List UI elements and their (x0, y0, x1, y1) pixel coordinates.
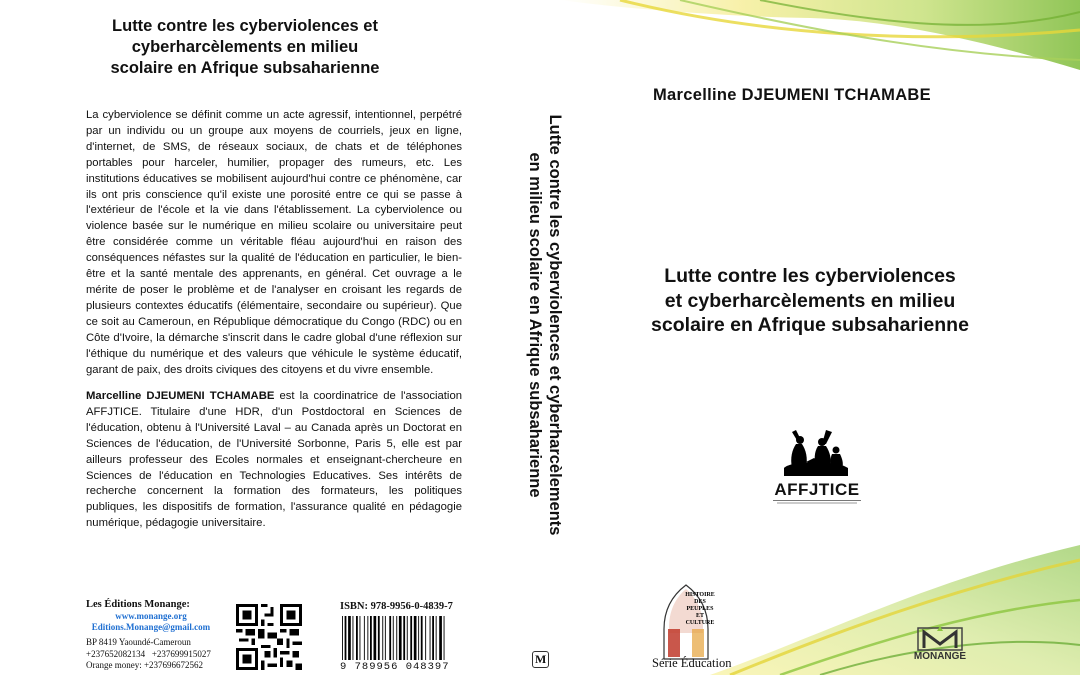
publisher-email: Editions.Monange@gmail.com (91, 622, 211, 633)
series-badge-text: HISTOIRE DES PEUPLES ET CULTURE (685, 592, 715, 626)
monange-logo-text: MONANGE (913, 651, 967, 662)
publisher-orange-money: Orange money: +237696672562 (86, 659, 204, 670)
author-bio (86, 389, 462, 532)
author-bio-name: Marcelline DJEUMENI TCHAMABE (86, 390, 275, 402)
front-cover (560, 0, 1080, 675)
front-author-name: Marcelline DJEUMENI TCHAMABE (653, 86, 931, 104)
author-bio-text: est la coordinatrice de l'association AFFJTICE. Titulaire d'une HDR, d'un Postdoctoral en Sciences de l'éducation, obtenu à l'Université Laval – au Canada après un Doctorat en Sciences de l'éducation, de l'Université Sorbonne, Paris 5, elle est par ailleurs professeur des Ecoles normales et enseignant-chercheure en Sciences de l'éducation en Technologies Educatives. Ses intérêts de recherche concernent la formation des formateurs, les politiques publiques, les dispositifs de formation, l'assurance qualité en pédagogie numérique, pédagogie universitaire. (86, 390, 463, 530)
back-cover-blurb: La cyberviolence se définit comme un acte agressif, intentionnel, perpétré par un individu ou un groupe aux moyens de courriels, jeux en ligne, d'internet, de SMS, de réseaux sociaux, de chats et de téléphones portables pour harceler, humilier, propager des rumeurs, etc. Les institutions éducatives se mobilisent aujourd'hui contre ce phénomène, car ils ont pris conscience qu'il existe une porosité entre ce qui se passe à l'extérieur de l'école et la vie dans l'établissement. La cyberviolence ou violence basée sur le numérique en milieu scolaire ou universitaire peut être considérée comme un véritable fléau aujourd'hui en raison des conséquences néfastes sur la qualité de l'éducation en particulier, le bien-être et la santé mentale des apprenants, en général. Cet ouvrage a le mérite de poser le problème et de l'analyser en croisant les regards de plusieurs contextes éducatifs (élémentaire, secondaire ou supérieur). Que ce soit au Cameroun, en République démocratique du Congo (RDC) ou en Côte d'Ivoire, la démarche s'inscrit dans le cadre global d'une réflexion sur l'éthique du numérique et des valeurs que véhicule le système éducatif, garant de paix, des droits civiques des citoyens et du vivre ensemble. (86, 109, 462, 376)
barcode-digits: 9 789956 048397 (340, 661, 450, 673)
back-cover (0, 0, 520, 675)
isbn-block (340, 601, 462, 673)
publisher-phones: +237652082134 +237699915027 (86, 648, 211, 659)
spine-publisher-logo: M (532, 651, 549, 668)
publisher-website: www.monange.org (115, 611, 187, 621)
back-cover-title: Lutte contre les cyberviolences et cyberharcèlements en milieu scolaire en Afrique subsaharienne (110, 17, 380, 77)
front-cover-title: Lutte contre les cyberviolences et cyberharcèlements en milieu scolaire en Afrique subsaharienne (651, 265, 969, 336)
isbn-label: ISBN: 978-9956-0-4839-7 (340, 601, 453, 612)
affjtice-subtitle-lines (773, 500, 861, 504)
affjtice-logo-icon (770, 428, 862, 518)
publisher-address: BP 8419 Yaoundé-Cameroun (86, 637, 191, 648)
publisher-name: Les Éditions Monange: (86, 599, 190, 610)
qr-code-icon (236, 604, 302, 670)
affjtice-name: AFFJTICE (774, 480, 860, 499)
publisher-info (86, 598, 216, 671)
barcode-icon (340, 616, 458, 660)
series-label: Série Éducation (652, 656, 732, 670)
